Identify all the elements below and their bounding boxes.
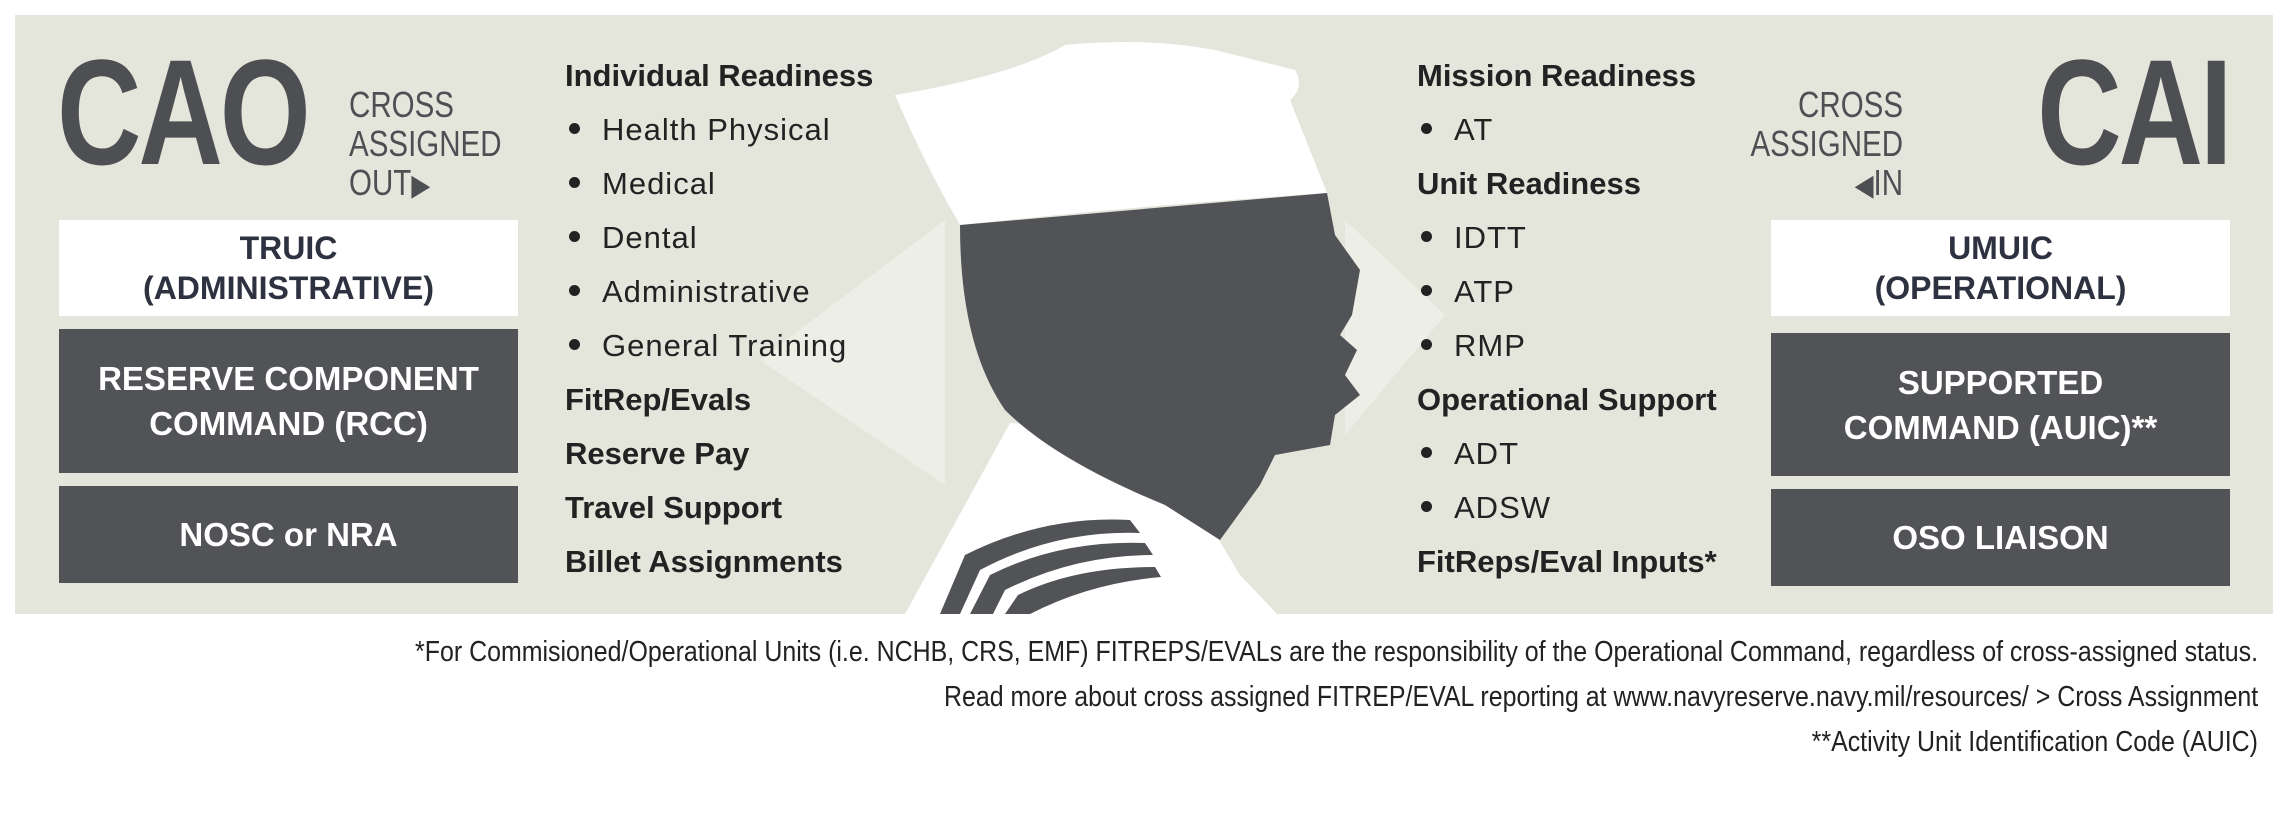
list-text: Mission Readiness [1417,58,1697,93]
bullet-icon [1421,339,1432,350]
cao-abbreviation: CAO [57,28,308,196]
cai-caption-line-2: ASSIGNED [1750,123,1903,164]
list-item [565,157,873,211]
list-heading [1417,157,1717,211]
cai-caption [1750,85,1903,205]
supported-command-line-1: SUPPORTED [1897,363,2104,401]
list-heading [1417,49,1717,103]
bullet-icon [1421,123,1432,134]
operational-responsibilities-list [1417,49,1717,589]
list-heading [565,49,873,103]
supported-command-line-2: COMMAND (AUIC)** [1843,408,2158,446]
footnote-auic: **Activity Unit Identification Code (AUIC) [1811,726,2258,758]
list-item [565,265,873,319]
bullet-icon [1421,285,1432,296]
truic-line-2: (ADMINISTRATIVE) [143,270,434,306]
nosc-label: NOSC or NRA [179,516,398,553]
supported-command-box [1771,333,2230,476]
umuic-line-2: (OPERATIONAL) [1874,270,2127,306]
list-text: Individual Readiness [565,58,874,93]
cao-caption [349,85,502,205]
arrow-right-icon: ▶ [411,169,431,202]
list-text: FitRep/Evals [565,382,752,417]
cai-caption-line-1: CROSS [1798,84,1903,125]
list-text: Dental [602,220,698,255]
cai-caption-line-3: ◀IN [1854,162,1903,203]
list-heading [565,481,873,535]
list-heading [565,535,873,589]
list-text: Unit Readiness [1417,166,1641,201]
list-text: Billet Assignments [565,544,843,579]
list-text: AT [1454,112,1494,147]
list-text: FitReps/Eval Inputs* [1417,544,1717,579]
umuic-box [1771,220,2230,316]
footnote-link: Read more about cross assigned FITREP/EVAL reporting at www.navyreserve.navy.mil/resources/ > Cross Assignment [943,681,2258,713]
list-text: ADT [1454,436,1519,471]
list-text: Operational Support [1417,382,1717,417]
bullet-icon [569,285,580,296]
list-text: General Training [602,328,848,363]
list-heading [1417,373,1717,427]
list-item [565,319,873,373]
infographic-panel [15,15,2273,614]
list-text: ADSW [1454,490,1551,525]
list-text: Medical [602,166,716,201]
list-item [1417,103,1717,157]
rcc-line-2: COMMAND (RCC) [149,405,428,442]
list-item [1417,427,1717,481]
oso-liaison-label: OSO LIAISON [1892,519,2109,556]
bullet-icon [569,123,580,134]
nosc-box [59,486,518,583]
list-text: Health Physical [602,112,831,147]
list-text: IDTT [1454,220,1527,255]
cao-caption-line-1: CROSS [349,84,454,125]
list-item [1417,319,1717,373]
bullet-icon [1421,447,1432,458]
administrative-responsibilities-list [565,49,873,589]
list-heading [565,427,873,481]
bullet-icon [569,339,580,350]
list-item [1417,211,1717,265]
cao-caption-line-3: OUT▶ [349,162,431,203]
bullet-icon [1421,501,1432,512]
rcc-line-1: RESERVE COMPONENT [98,360,479,397]
list-item [565,211,873,265]
list-text: Reserve Pay [565,436,750,471]
arrow-left-icon: ◀ [1854,169,1874,202]
umuic-line-1: UMUIC [1948,230,2053,266]
list-item [565,103,873,157]
list-text: Travel Support [565,490,783,525]
list-item [1417,265,1717,319]
cai-abbreviation: CAI [2036,28,2229,196]
list-heading [1417,535,1717,589]
rcc-box [59,329,518,473]
oso-liaison-box [1771,489,2230,586]
list-text: ATP [1454,274,1515,309]
list-text: Administrative [602,274,811,309]
bullet-icon [569,177,580,188]
truic-line-1: TRUIC [239,230,338,266]
list-heading [565,373,873,427]
footnote-operational: *For Commisioned/Operational Units (i.e. NCHB, CRS, EMF) FITREPS/EVALs are the responsibility of the Operational Command, regardless of cross-assigned status. [414,636,2258,668]
truic-box [59,220,518,316]
list-item [1417,481,1717,535]
list-text: RMP [1454,328,1526,363]
bullet-icon [569,231,580,242]
bullet-icon [1421,231,1432,242]
cao-caption-line-2: ASSIGNED [349,123,502,164]
